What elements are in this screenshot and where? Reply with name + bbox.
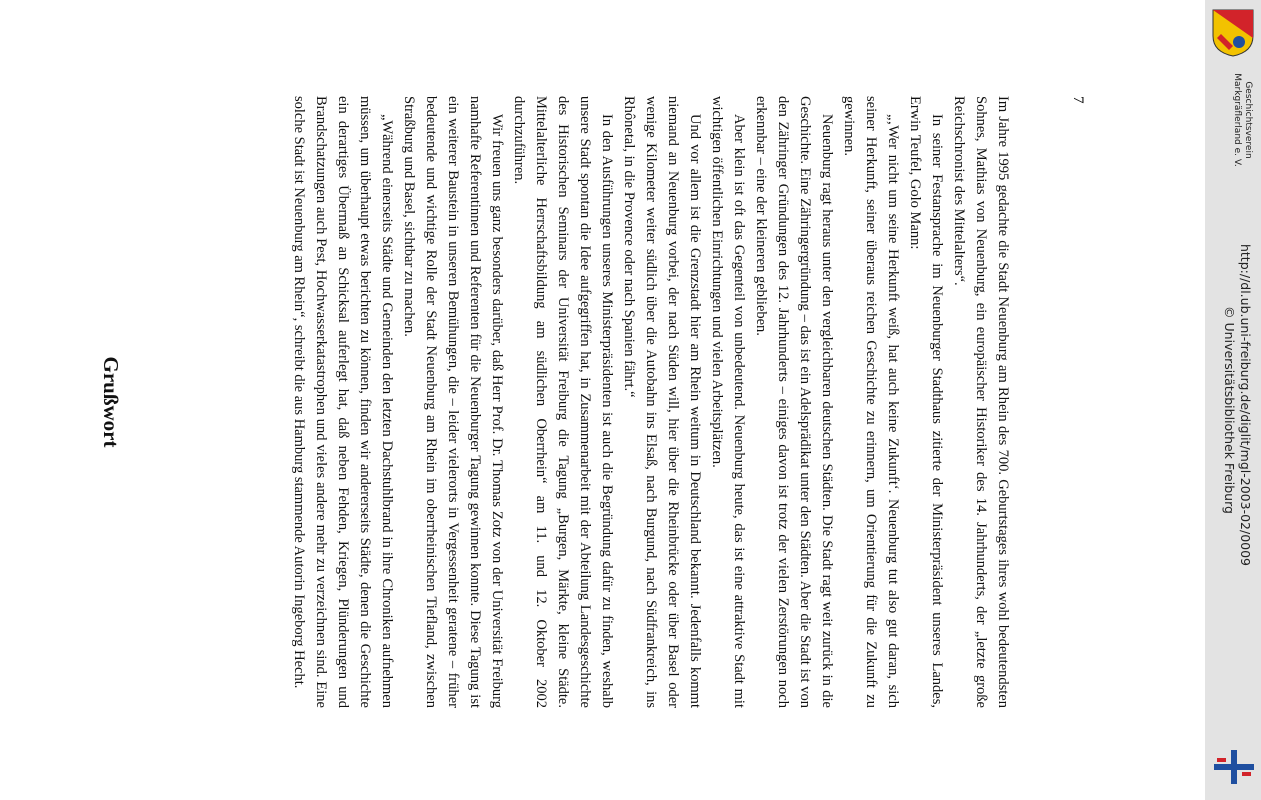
paragraph: „‚Wer nicht um seine Herkunft weiß, hat auch keine Zukunft‘. Neuenburg tut also gut daran, sich seiner Herkunft, seiner überaus reichen Geschichte zu erinnern, um Orientierung für die Zukunft zu gewinnen.	[841, 96, 901, 708]
page-title: Grußwort	[99, 356, 123, 448]
page-number: 7	[1070, 96, 1086, 104]
paragraph: Wir freuen uns ganz besonders darüber, daß Herr Prof. Dr. Thomas Zotz von der Universität Freiburg namhafte Referentinnen und Referenten für die Neuenburger Tagung gewinnen konnte. Diese Tagung ist ein weiterer Baustein in unseren Bemühungen, die – leider vielerorts in Vergessenheit geratene – früher bedeutende und wichtige Rolle der Stadt Neuenburg am Rhein im oberrheinischen Tiefland, zwischen Straßburg und Basel, sichtbar zu machen.	[401, 96, 505, 708]
paragraph: Aber klein ist oft das Gegenteil von unbedeutend. Neuenburg heute, das ist eine attraktive Stadt mit wichtigen öffentlichen Einrichtungen und vielen Arbeitsplätzen.	[709, 96, 747, 708]
society-crest-logo	[1211, 8, 1255, 58]
paragraph: Neuenburg ragt heraus unter den vergleichbaren deutschen Städten. Die Stadt ragt weit zurück in die Geschichte. Eine Zähringergründung – das ist ein Adelsprädikat unter den Städten. Aber die Stadt ist von den Zähringer Gründungen des 12. Jahrhunderts – einiges davon ist trotz der vielen Zerstörungen noch erkennbar – eine der kleineren geblieben.	[753, 96, 835, 708]
university-library-logo	[1214, 750, 1254, 784]
paragraph: In den Ausführungen unseres Ministerpräsidenten ist auch die Begründung dafür zu finden, weshalb unsere Stadt spontan die Idee aufgegriffen hat, in Zusammenarbeit mit der Abteilung Landesgeschichte des Historischen Seminars der Universität Freiburg die Tagung „Burgen, Märkte, kleine Städte. Mittelalterliche Herrschaftsbildung am südlichen Oberrhein“ am 11. und 12. Oktober 2002 durchzuführen.	[511, 96, 615, 708]
paragraph: In seiner Festansprache im Neuenburger Stadthaus zitierte der Ministerpräsident unseres Landes, Erwin Teufel, Golo Mann:	[907, 96, 945, 708]
copyright-text: © Universitätsbibliothek Freiburg	[1222, 306, 1237, 514]
society-name: Geschichtsverein Markgräflerland e. V.	[1232, 73, 1253, 167]
paragraph: Im Jahre 1995 gedachte die Stadt Neuenburg am Rhein des 700. Geburtstages ihres wohl bedeutendsten Sohnes, Mathias von Neuenburg, ein europäischer Historiker des 14. Jahrhunderts, der „letzte große Reichschronist des Mittelalters“.	[951, 96, 1011, 708]
body-text	[124, 96, 1014, 708]
paragraph: Und vor allem ist die Grenzstadt hier am Rhein weitum in Deutschland bekannt. Jedenfalls kommt niemand an Neuenburg vorbei, der nach Süden will, hier über die Rheinbrücke oder über Basel oder wenige Kilometer weiter südlich über die Autobahn ins Elsaß, nach Burgund, nach Südfrankreich, ins Rhônetal, in die Provence oder nach Spanien fährt.“	[621, 96, 703, 708]
paragraph: „Während einerseits Städte und Gemeinden den letzten Dachstuhlbrand in ihre Chroniken aufnehmen müssen, um überhaupt etwas berichten zu können, finden wir andererseits Städte, denen die Geschichte ein derartiges Übermaß an Schicksal auferlegt hat, daß neben Fehden, Kriegen, Plünderungen und Brandschatzungen auch Pest, Hochwasserkatastrophen und vieles andere mehr zu verzeichnen sind. Eine solche Stadt ist Neuenburg am Rhein“, schreibt die aus Hamburg stammende Autorin Ingeborg Hecht.	[291, 96, 395, 708]
document-page	[90, 96, 1090, 708]
source-url-link[interactable]: http://dl.ub.uni-freiburg.de/diglit/mgl-2003-02/0009	[1238, 243, 1253, 567]
